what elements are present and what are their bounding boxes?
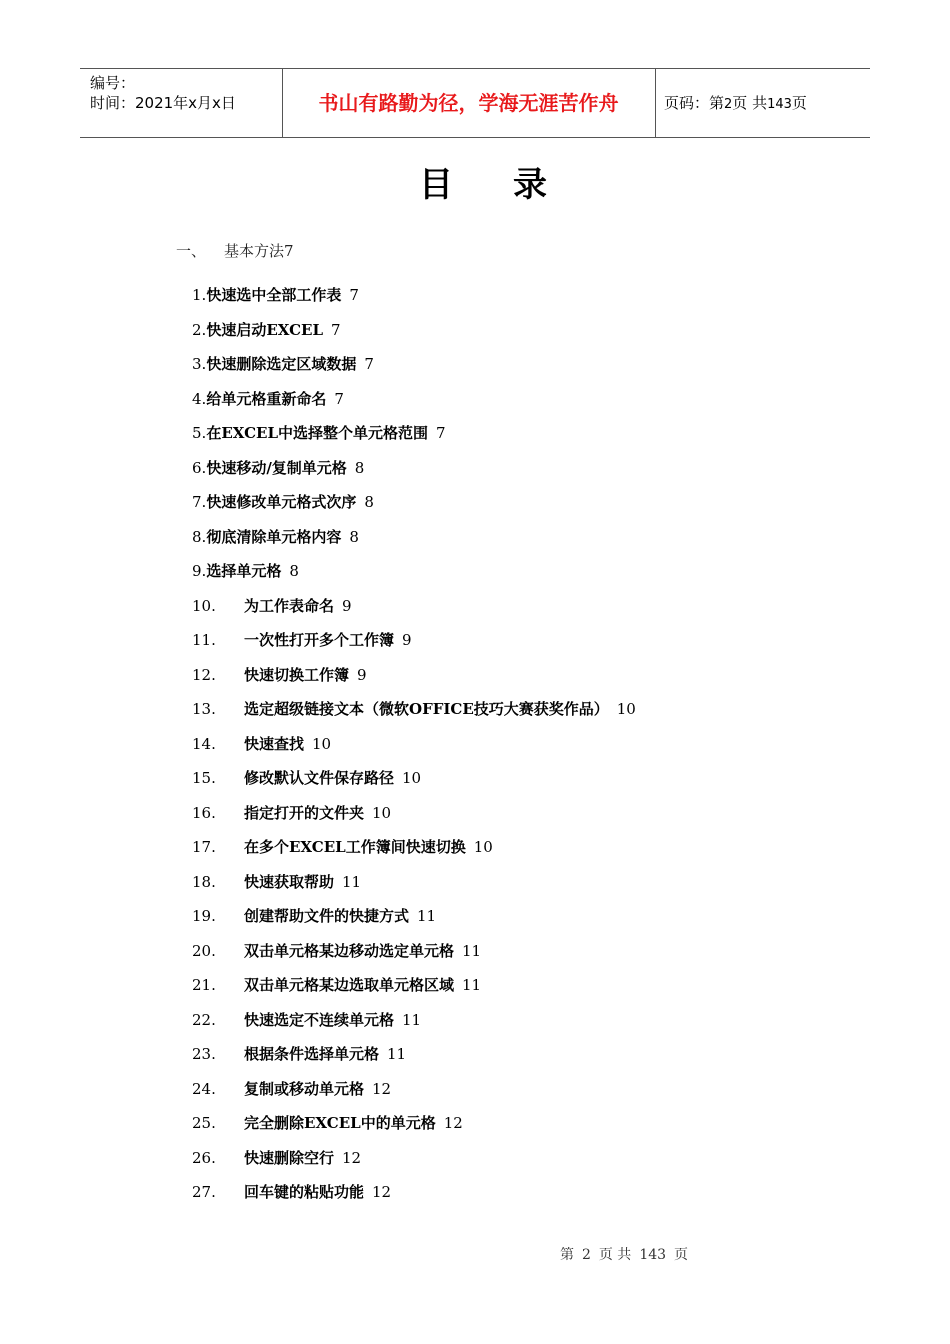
toc-item[interactable]: [192, 352, 636, 387]
toc-item-page: 11: [462, 941, 482, 960]
toc-item-page: 11: [462, 976, 482, 994]
toc-item-title: 在EXCEL中选择整个单元格范围: [206, 424, 429, 442]
toc-item-title: 回车键的粘贴功能: [244, 1183, 365, 1201]
toc-item-page: 11: [417, 907, 437, 925]
toc-item[interactable]: [192, 732, 636, 767]
toc-item-page: 10: [402, 769, 422, 787]
toc-item-number: 4.: [192, 389, 207, 408]
toc-item-title: 双击单元格某边选取单元格区域: [244, 976, 455, 994]
toc-item[interactable]: [192, 801, 636, 836]
header-motto: 书山有路勤为径，学海无涯苦作舟: [318, 91, 619, 115]
page-mid: 页 共: [732, 94, 768, 112]
toc-item-page: 7: [364, 355, 374, 373]
toc-item[interactable]: [192, 904, 636, 939]
toc-item[interactable]: [192, 283, 636, 318]
toc-item-page: 7: [436, 424, 446, 442]
toc-item-title: 选择单元格: [206, 562, 282, 580]
page-header: [80, 68, 870, 138]
toc-item[interactable]: [192, 870, 636, 905]
toc-item[interactable]: [192, 559, 636, 594]
footer-suffix: 页: [674, 1247, 689, 1263]
toc-item-page: 7: [331, 320, 341, 339]
toc-item[interactable]: [192, 318, 636, 353]
toc-item-number: 6.: [192, 458, 207, 477]
toc-item-title: 双击单元格某边移动选定单元格: [244, 941, 455, 960]
page-end: 页: [791, 94, 807, 112]
page-label: 页码：第: [664, 94, 725, 112]
toc-item-title: 快速查找: [244, 734, 305, 753]
toc-item-page: 8: [289, 562, 299, 580]
page-current: 2: [724, 97, 733, 112]
section-page: 7: [284, 242, 294, 260]
toc-item[interactable]: [192, 387, 636, 422]
toc-section-heading: [176, 240, 294, 262]
section-number: 一、: [176, 242, 207, 260]
toc-item-title: 修改默认文件保存路径: [244, 769, 395, 787]
page-total: 143: [767, 97, 792, 112]
toc-item[interactable]: [192, 1180, 636, 1215]
footer-mid: 页 共: [598, 1247, 632, 1263]
toc-item-page: 11: [402, 1010, 422, 1029]
toc-item-number: 8.: [192, 527, 207, 546]
toc-item-title: 创建帮助文件的快捷方式: [244, 907, 410, 925]
toc-item-page: 7: [349, 286, 359, 304]
toc-item-title: 快速选中全部工作表: [206, 286, 342, 304]
toc-item-title: 快速修改单元格式次序: [206, 493, 357, 511]
toc-item-title: 快速切换工作簿: [244, 665, 350, 684]
toc-item[interactable]: [192, 939, 636, 974]
toc-item[interactable]: [192, 835, 636, 870]
toc-item-number: 23.: [192, 1045, 216, 1063]
page-title: 目录: [419, 165, 607, 205]
toc-item-title: 根据条件选择单元格: [244, 1045, 380, 1063]
toc-item-number: 20.: [192, 941, 216, 960]
header-divider: [655, 69, 656, 137]
toc-list: [192, 283, 636, 1215]
toc-item[interactable]: [192, 766, 636, 801]
toc-item-page: 9: [357, 665, 367, 684]
toc-item-number: 2.: [192, 320, 207, 339]
toc-item-number: 19.: [192, 907, 216, 925]
toc-item-page: 12: [372, 1183, 392, 1201]
toc-item[interactable]: [192, 594, 636, 629]
toc-item-number: 13.: [192, 700, 216, 718]
toc-item-number: 25.: [192, 1114, 216, 1132]
toc-item-page: 10: [473, 838, 493, 856]
toc-item-title: 为工作表命名: [244, 596, 335, 615]
header-meta: [90, 73, 236, 113]
toc-item-page: 9: [342, 596, 352, 615]
toc-item-number: 7.: [192, 493, 207, 511]
toc-item[interactable]: [192, 421, 636, 456]
toc-item-number: 14.: [192, 734, 216, 753]
toc-item-page: 9: [402, 631, 412, 649]
toc-item-number: 26.: [192, 1148, 216, 1167]
toc-item-page: 12: [372, 1079, 392, 1098]
toc-item-number: 12.: [192, 665, 216, 684]
toc-item-page: 8: [364, 493, 374, 511]
toc-item[interactable]: [192, 663, 636, 698]
toc-item-number: 9.: [192, 562, 207, 580]
toc-item-title: 一次性打开多个工作簿: [244, 631, 395, 649]
footer-prefix: 第: [559, 1247, 574, 1263]
toc-item-page: 10: [372, 803, 392, 822]
toc-item-number: 10.: [192, 596, 216, 615]
section-label: 基本方法: [224, 242, 285, 260]
toc-item[interactable]: [192, 1111, 636, 1146]
toc-item-title: 选定超级链接文本（微软OFFICE技巧大赛获奖作品）: [244, 700, 609, 718]
toc-item-page: 11: [342, 872, 362, 891]
toc-item-page: 11: [387, 1045, 407, 1063]
toc-item-title: 彻底清除单元格内容: [206, 527, 342, 546]
toc-item[interactable]: [192, 1042, 636, 1077]
toc-item-title: 快速删除空行: [244, 1148, 335, 1167]
toc-item-number: 3.: [192, 355, 207, 373]
toc-item-title: 快速移动/复制单元格: [206, 458, 347, 477]
toc-item-title: 完全删除EXCEL中的单元格: [244, 1114, 436, 1132]
toc-item-title: 快速获取帮助: [244, 872, 335, 891]
toc-item-number: 1.: [192, 286, 207, 304]
toc-item-page: 10: [312, 734, 332, 753]
toc-item-title: 指定打开的文件夹: [244, 803, 365, 822]
date-label: 时间：2021年x月x日: [90, 94, 236, 112]
toc-item-number: 18.: [192, 872, 216, 891]
toc-item[interactable]: [192, 490, 636, 525]
toc-item-page: 8: [349, 527, 359, 546]
toc-item-number: 16.: [192, 803, 216, 822]
toc-item-title: 快速选定不连续单元格: [244, 1010, 395, 1029]
toc-item-title: 复制或移动单元格: [244, 1079, 365, 1098]
toc-item-number: 21.: [192, 976, 216, 994]
toc-item-page: 12: [443, 1114, 463, 1132]
toc-item[interactable]: [192, 697, 636, 732]
toc-item-title: 给单元格重新命名: [206, 389, 327, 408]
toc-item-page: 8: [354, 458, 365, 477]
toc-item[interactable]: [192, 1008, 636, 1043]
toc-item-number: 11.: [192, 631, 216, 649]
page-footer: [0, 1244, 950, 1266]
toc-item-number: 5.: [192, 424, 207, 442]
footer-total: 143: [639, 1247, 667, 1263]
toc-item-number: 15.: [192, 769, 216, 787]
toc-item-page: 12: [342, 1148, 362, 1167]
toc-item[interactable]: [192, 973, 636, 1008]
toc-item-number: 24.: [192, 1079, 216, 1098]
footer-current: 2: [581, 1247, 591, 1263]
toc-item[interactable]: [192, 628, 636, 663]
toc-item-title: 快速启动EXCEL: [206, 320, 324, 339]
code-label: 编号：: [90, 74, 136, 92]
toc-item-page: 10: [616, 700, 636, 718]
toc-item-title: 快速删除选定区域数据: [206, 355, 357, 373]
header-page-number: [664, 69, 807, 137]
toc-item-page: 7: [334, 389, 344, 408]
toc-item-number: 27.: [192, 1183, 216, 1201]
toc-item[interactable]: [192, 1146, 636, 1181]
toc-item-title: 在多个EXCEL工作簿间快速切换: [244, 838, 466, 856]
toc-item[interactable]: [192, 456, 636, 491]
toc-item-number: 17.: [192, 838, 216, 856]
toc-item-number: 22.: [192, 1010, 216, 1029]
toc-item[interactable]: [192, 525, 636, 560]
toc-item[interactable]: [192, 1077, 636, 1112]
